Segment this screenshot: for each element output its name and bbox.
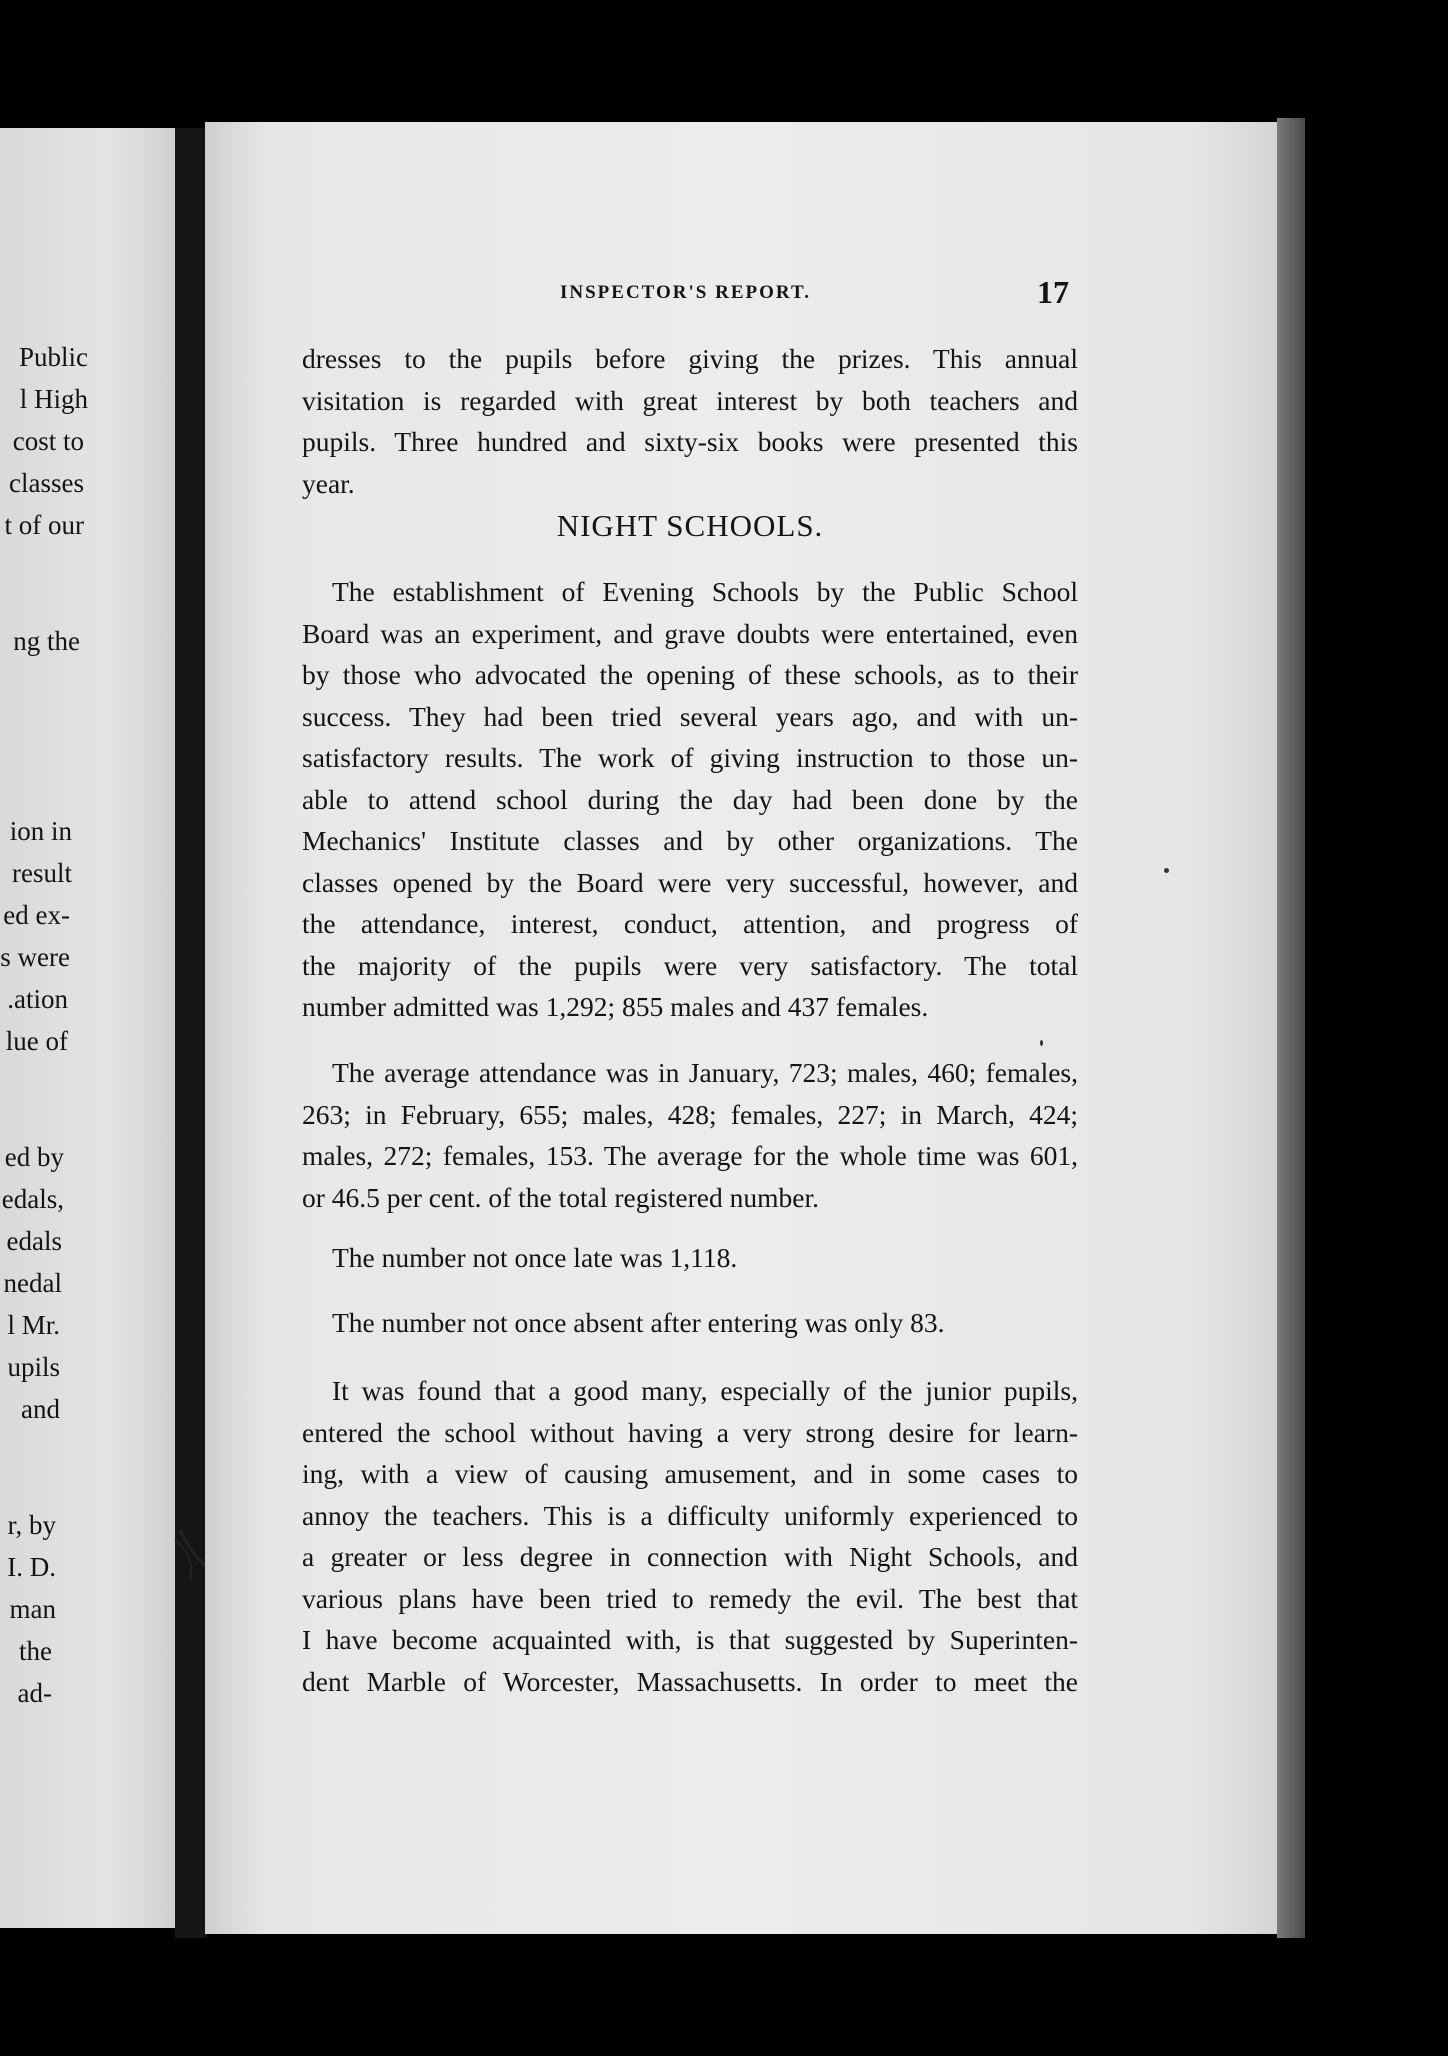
left-page-fragment: nedal — [3, 1268, 62, 1298]
text-line: year. — [302, 467, 355, 499]
text-line: various plans have been tried to remedy the evil. The best that — [302, 1582, 1078, 1614]
left-facing-page — [0, 128, 180, 1928]
text-line: Mechanics' Institute classes and by other organizations. The — [302, 825, 1078, 856]
scan-speck — [1040, 1040, 1043, 1046]
section-title: NIGHT SCHOOLS. — [556, 508, 824, 543]
text-line: number admitted was 1,292; 855 males and 437 females. — [302, 991, 929, 1022]
left-page-fragment: result — [12, 858, 72, 888]
text-line: the attendance, interest, conduct, attention, and progress of — [302, 908, 1078, 939]
text-line: by those who advocated the opening of these schools, as to their — [302, 659, 1078, 690]
text-line: The average attendance was in January, 723; males, 460; females, — [332, 1057, 1078, 1088]
paragraph-attendance — [302, 1052, 1078, 1218]
running-head: INSPECTOR'S REPORT. — [560, 282, 811, 303]
left-page-fragment: cost to — [12, 426, 84, 456]
paragraph-not-late — [302, 1237, 1078, 1279]
text-line: I have become acquainted with, is that suggested by Superinten- — [302, 1624, 1078, 1655]
paragraph-evening-schools — [302, 571, 1078, 1028]
text-line: entered the school without having a very strong desire for learn- — [302, 1416, 1078, 1448]
page-edge — [1277, 118, 1305, 1938]
text-line: classes opened by the Board were very successful, however, and — [302, 866, 1078, 898]
left-page-fragment: l Mr. — [7, 1310, 60, 1340]
left-page-fragment: l High — [19, 384, 88, 414]
left-page-fragment: and — [21, 1394, 60, 1424]
text-line: able to attend school during the day had been done by the — [302, 783, 1078, 815]
left-page-fragment: edals, — [1, 1184, 64, 1214]
left-page-fragment: classes — [9, 468, 84, 498]
left-page-fragment: r, by — [7, 1510, 56, 1540]
left-page-fragment: ad- — [17, 1678, 52, 1708]
scan-speck — [1164, 868, 1169, 873]
text-line: a greater or less degree in connection with Night Schools, and — [302, 1541, 1078, 1572]
text-line: visitation is regarded with great interest by both teachers and — [302, 384, 1078, 416]
text-line: annoy the teachers. This is a difficulty uniformly experienced to — [302, 1499, 1078, 1531]
left-page-fragment: lue of — [5, 1026, 68, 1056]
left-page-fragment: ion in — [9, 816, 72, 846]
left-page-fragment: ng the — [13, 626, 80, 656]
text-line: 263; in February, 655; males, 428; females, 227; in March, 424; — [302, 1098, 1078, 1130]
left-page-fragment: upils — [7, 1352, 60, 1382]
text-line: Board was an experiment, and grave doubts were entertained, even — [302, 617, 1078, 649]
left-page-fragment: I. D. — [7, 1552, 56, 1582]
left-page-fragment: .ation — [7, 984, 68, 1014]
text-line: dresses to the pupils before giving the prizes. This annual — [302, 343, 1078, 374]
text-line: success. They had been tried several years ago, and with un- — [302, 700, 1078, 732]
text-line: the majority of the pupils were very satisfactory. The total — [302, 949, 1078, 981]
paragraph-not-absent — [302, 1302, 1078, 1344]
book-spine — [175, 128, 207, 1938]
page-header — [0, 274, 1448, 312]
text-line: pupils. Three hundred and sixty-six books were presented this — [302, 426, 1078, 457]
left-page-fragment: ed by — [4, 1142, 64, 1172]
text-line: satisfactory results. The work of giving instruction to those un- — [302, 742, 1078, 773]
left-page-fragment: edals — [6, 1226, 62, 1256]
left-page-fragment: s were — [0, 942, 70, 972]
text-line: The number not once late was 1,118. — [332, 1242, 738, 1273]
left-page-fragment: man — [9, 1594, 56, 1624]
left-page-fragment: ed ex- — [3, 900, 70, 930]
left-page-fragment: t of our — [4, 510, 84, 540]
text-line: ing, with a view of causing amusement, and in some cases to — [302, 1458, 1078, 1489]
text-line: males, 272; females, 153. The average for the whole time was 601, — [302, 1140, 1078, 1171]
left-page-fragment: Public — [18, 342, 88, 372]
intro-paragraph — [302, 338, 1078, 504]
paragraph-junior-pupils — [302, 1370, 1078, 1702]
page-number: 17 — [1037, 274, 1069, 310]
text-line: or 46.5 per cent. of the total registered number. — [302, 1181, 819, 1213]
text-line: dent Marble of Worcester, Massachusetts. In order to meet the — [302, 1665, 1078, 1697]
left-page-fragment: the — [19, 1636, 52, 1666]
text-line: It was found that a good many, especially of the junior pupils, — [332, 1375, 1078, 1406]
text-line: The establishment of Evening Schools by the Public School — [332, 576, 1078, 607]
text-line: The number not once absent after entering was only 83. — [332, 1307, 945, 1338]
